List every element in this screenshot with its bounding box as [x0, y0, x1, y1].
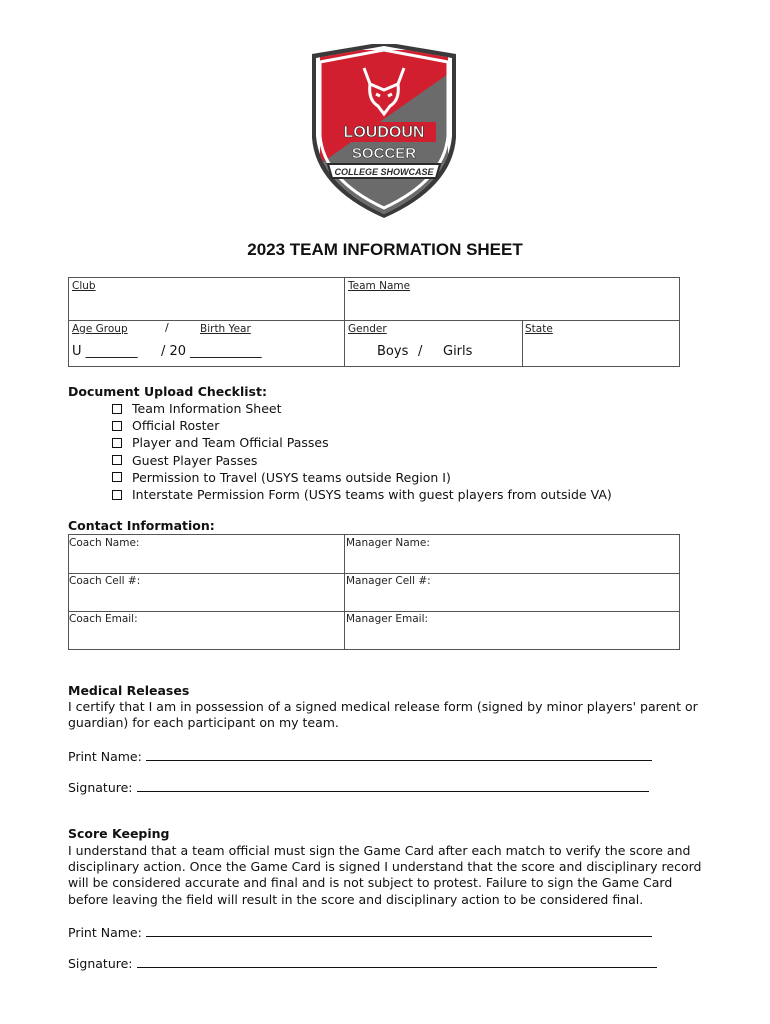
birth-year-label: Birth Year	[200, 323, 251, 335]
checkbox-icon[interactable]	[112, 455, 122, 465]
coach-name-field[interactable]: Coach Name:	[69, 537, 140, 549]
medical-heading: Medical Releases	[68, 683, 190, 698]
checklist-item: Team Information Sheet	[112, 400, 612, 417]
manager-email-field[interactable]: Manager Email:	[346, 613, 429, 625]
checkbox-icon[interactable]	[112, 404, 122, 414]
club-label: Club	[72, 280, 96, 292]
svg-text:SOCCER: SOCCER	[351, 145, 417, 162]
state-label: State	[525, 323, 553, 335]
score-signature-row: Signature:	[68, 956, 657, 971]
contact-heading: Contact Information:	[68, 518, 215, 533]
gender-girls-option[interactable]: Girls	[443, 344, 473, 359]
document-checklist	[112, 400, 612, 503]
loudoun-soccer-logo	[308, 44, 460, 218]
age-group-label: Age Group	[72, 323, 128, 335]
checkbox-icon[interactable]	[112, 438, 122, 448]
medical-print-name-row: Print Name:	[68, 749, 652, 764]
medical-print-name-input[interactable]	[146, 749, 652, 761]
checkbox-icon[interactable]	[112, 472, 122, 482]
coach-email-field[interactable]: Coach Email:	[69, 613, 138, 625]
checklist-item: Player and Team Official Passes	[112, 434, 612, 451]
checklist-item: Permission to Travel (USYS teams outside Region I)	[112, 469, 612, 486]
checklist-item: Interstate Permission Form (USYS teams with guest players from outside VA)	[112, 486, 612, 503]
score-print-name-input[interactable]	[146, 925, 652, 937]
gender-label: Gender	[348, 323, 387, 335]
manager-name-field[interactable]: Manager Name:	[346, 537, 430, 549]
score-text: I understand that a team official must sign the Game Card after each match to verify the score and disciplinary action. Once the Game Card is signed I understand that the score and disciplinary record will be considered accurate and final and is not subject to protest. Failure to sign the Game Card before leaving the field will result in the score and disciplinary action to be considered final.	[68, 843, 702, 907]
medical-text: I certify that I am in possession of a signed medical release form (signed by minor players' parent or guardian) for each participant on my team.	[68, 699, 698, 731]
manager-cell-field[interactable]: Manager Cell #:	[346, 575, 431, 587]
coach-cell-field[interactable]: Coach Cell #:	[69, 575, 141, 587]
score-signature-input[interactable]	[137, 956, 657, 968]
svg-text:COLLEGE SHOWCASE: COLLEGE SHOWCASE	[334, 167, 434, 177]
checkbox-icon[interactable]	[112, 490, 122, 500]
checklist-item: Guest Player Passes	[112, 452, 612, 469]
checklist-item: Official Roster	[112, 417, 612, 434]
gender-separator: /	[418, 344, 423, 359]
slash-divider: /	[165, 321, 169, 334]
team-info-table	[68, 277, 680, 367]
birth-year-field[interactable]: / 20 ___________	[161, 344, 262, 359]
age-group-field[interactable]: U ________	[72, 344, 138, 359]
contact-table	[68, 534, 680, 650]
checkbox-icon[interactable]	[112, 421, 122, 431]
medical-signature-input[interactable]	[137, 780, 649, 792]
checklist-heading: Document Upload Checklist:	[68, 384, 267, 399]
page-title: 2023 TEAM INFORMATION SHEET	[247, 240, 523, 259]
team-name-label: Team Name	[348, 280, 411, 292]
medical-signature-row: Signature:	[68, 780, 649, 795]
gender-boys-option[interactable]: Boys	[377, 344, 409, 359]
svg-text:LOUDOUN: LOUDOUN	[343, 124, 425, 141]
score-heading: Score Keeping	[68, 826, 170, 841]
score-print-name-row: Print Name:	[68, 925, 652, 940]
